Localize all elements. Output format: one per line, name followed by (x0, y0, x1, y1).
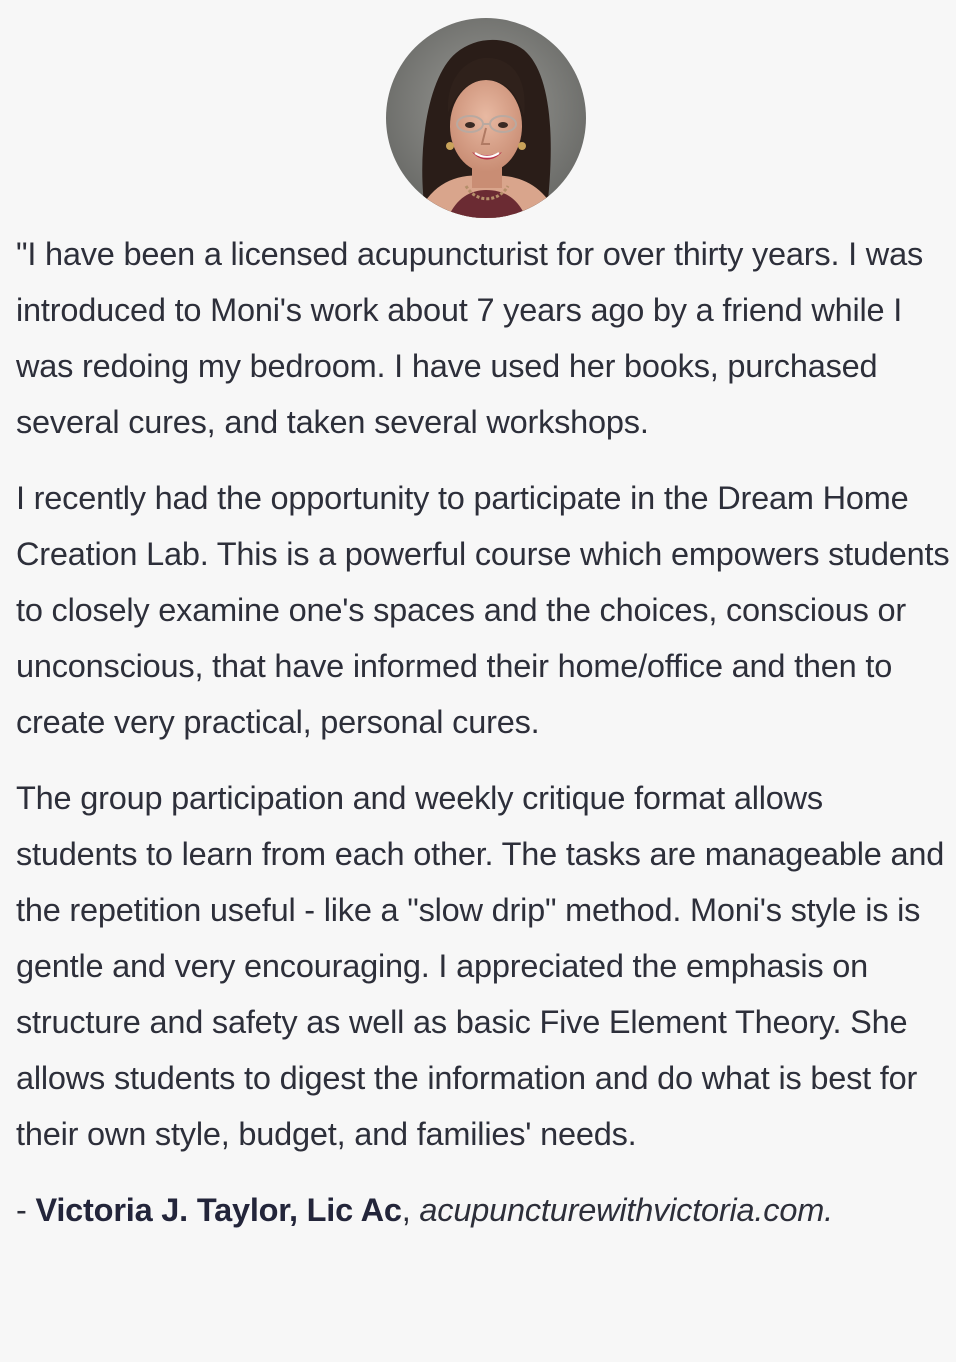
avatar (386, 18, 586, 218)
quote-paragraph-2: I recently had the opportunity to participate in the Dream Home Creation Lab. This is a powerful course which empowers students to closely examine one's spaces and the choices, conscious or unconscious, that have informed their home/office and then to create very practical, personal cures. (16, 480, 950, 740)
author-website: acupuncturewithvictoria.com. (419, 1192, 833, 1228)
quote-paragraph-3: The group participation and weekly critique format allows students to learn from each other. The tasks are manageable and the repetition useful - like a "slow drip" method. Moni's style is is gentle and very encouraging. I appreciated the emphasis on structure and safety as well as basic Five Element Theory. She allows students to digest the information and do what is best for their own style, budget, and families' needs. (16, 780, 945, 1152)
avatar-portrait-image (386, 18, 586, 218)
author-name: Victoria J. Taylor, Lic Ac (35, 1192, 402, 1228)
testimonial-attribution (16, 1182, 956, 1238)
testimonial-quote (16, 226, 951, 1162)
attribution-separator: , (401, 1192, 420, 1228)
quote-paragraph-1: "I have been a licensed acupuncturist for over thirty years. I was introduced to Moni's work about 7 years ago by a friend while I was redoing my bedroom. I have used her books, purchased several cures, and taken several workshops. (16, 236, 923, 440)
attribution-dash: - (16, 1192, 36, 1228)
